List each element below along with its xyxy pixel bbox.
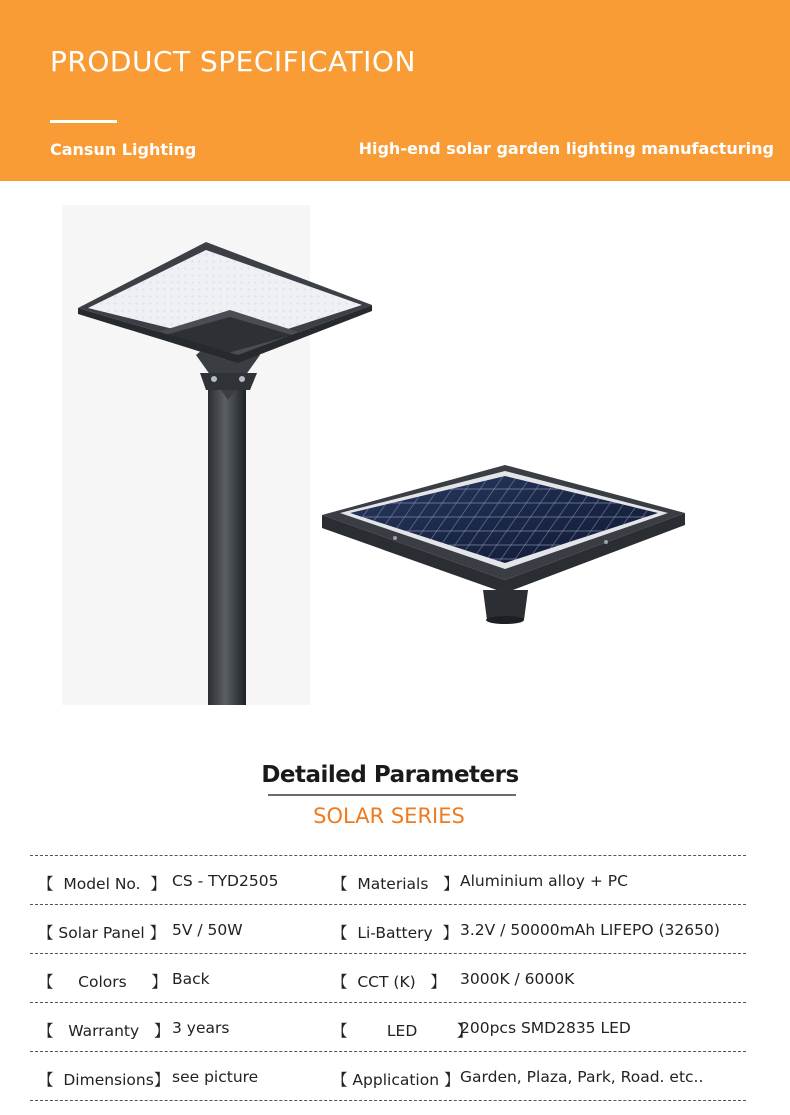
spec-table bbox=[30, 855, 746, 1101]
brand-tagline: High-end solar garden lighting manufacturing bbox=[358, 139, 774, 158]
spec-label: 【 Solar Panel 】 bbox=[38, 924, 166, 942]
brand-name: Cansun Lighting bbox=[50, 140, 197, 159]
spec-value: 5V / 50W bbox=[172, 921, 243, 939]
title-underline bbox=[50, 120, 117, 123]
spec-label: 【 Model No. 】 bbox=[38, 875, 166, 893]
spec-row bbox=[30, 904, 746, 953]
spec-label: 【 LED 】 bbox=[332, 1022, 473, 1040]
spec-row bbox=[30, 1051, 746, 1101]
header-banner bbox=[0, 0, 790, 181]
solar-panel-unit bbox=[322, 465, 685, 624]
series-subtitle: SOLAR SERIES bbox=[313, 804, 465, 828]
spec-row bbox=[30, 855, 746, 904]
spec-label: 【 Li-Battery 】 bbox=[332, 924, 459, 942]
spec-value: CS - TYD2505 bbox=[172, 872, 279, 890]
spec-value: Garden, Plaza, Park, Road. etc.. bbox=[460, 1068, 704, 1086]
spec-label: 【 Materials 】 bbox=[332, 875, 459, 893]
spec-value: 3.2V / 50000mAh LIFEPO (32650) bbox=[460, 921, 720, 939]
spec-value: 3 years bbox=[172, 1019, 230, 1037]
spec-row bbox=[30, 953, 746, 1002]
spec-row bbox=[30, 1002, 746, 1051]
parameters-heading: Detailed Parameters bbox=[261, 762, 519, 788]
spec-value: Back bbox=[172, 970, 210, 988]
spec-label: 【 Dimensions】 bbox=[38, 1071, 170, 1089]
pole-lamp bbox=[78, 242, 372, 705]
spec-label: 【 Warranty 】 bbox=[38, 1022, 170, 1040]
spec-value: 3000K / 6000K bbox=[460, 970, 575, 988]
spec-value: see picture bbox=[172, 1068, 259, 1086]
spec-value: 200pcs SMD2835 LED bbox=[460, 1019, 631, 1037]
product-photo bbox=[0, 195, 790, 710]
spec-value: Aluminium alloy + PC bbox=[460, 872, 628, 890]
spec-label: 【 CCT (K) 】 bbox=[332, 973, 446, 991]
page-title: PRODUCT SPECIFICATION bbox=[50, 45, 416, 78]
solar-lamp-illustration bbox=[0, 195, 790, 710]
spec-label: 【 Colors 】 bbox=[38, 973, 167, 991]
spec-label: 【 Application 】 bbox=[332, 1071, 460, 1089]
parameters-underline bbox=[268, 794, 516, 796]
